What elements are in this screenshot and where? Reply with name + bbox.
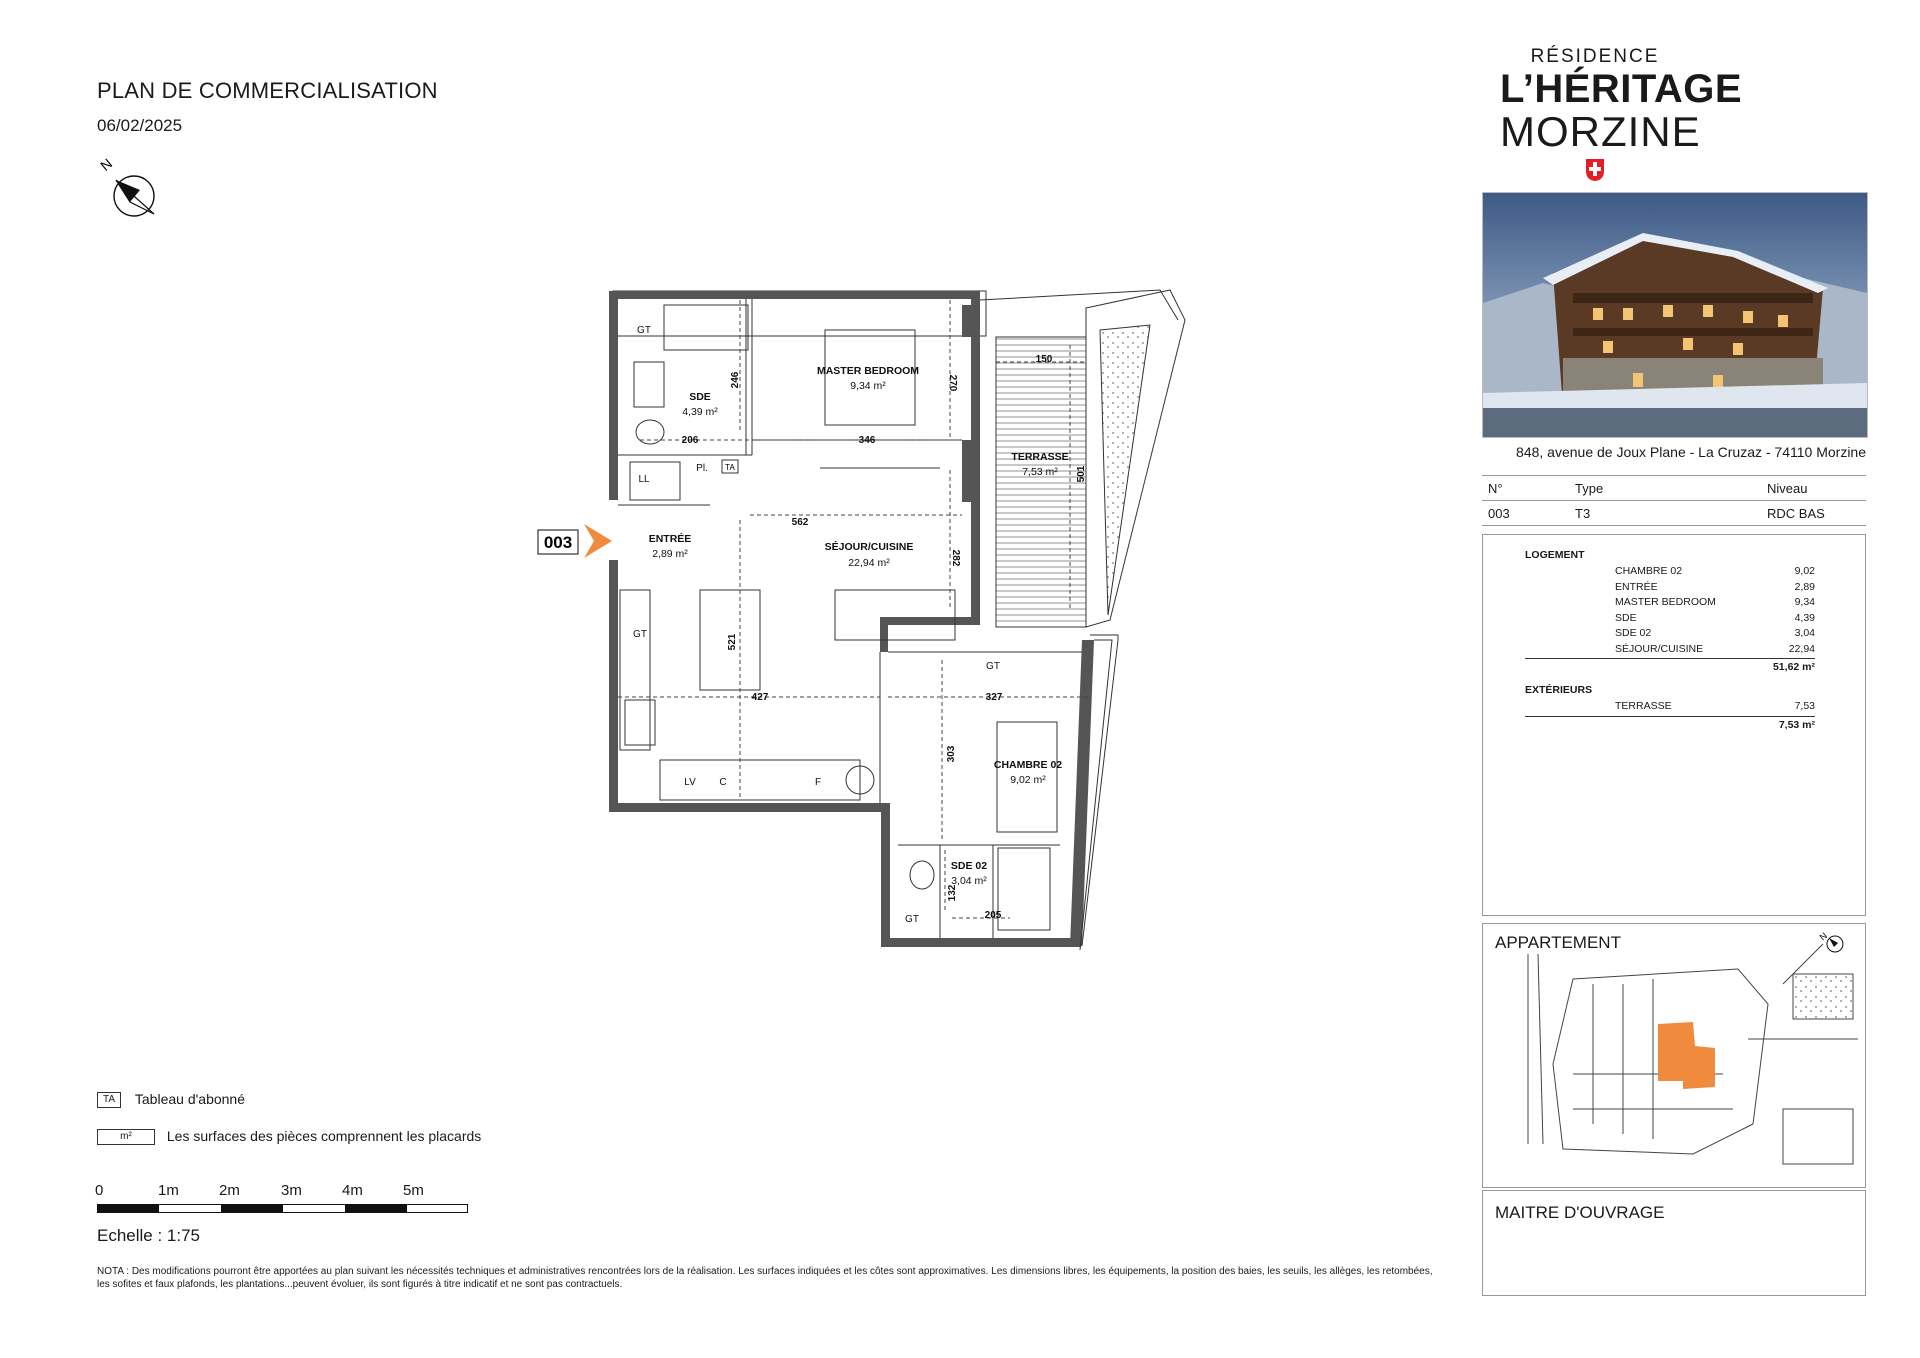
room-sde02-area: 3,04 m² [951, 875, 987, 887]
room-entree-name: ENTRÉE [648, 533, 692, 545]
unit-info-table [1482, 475, 1866, 526]
exterieurs-title: EXTÉRIEURS [1525, 684, 1593, 696]
disclaimer-note: NOTA : Des modifications pourront être apportées au plan suivant les nécessités techniques et administratives rencontrées lors de la réalisation. Les surfaces indiquées et les côtes sont approximatives. Les dimensions libres, les équipements, la position des baies, les seuils, les allèges, les retombées, les sofites et faux plafonds, les plantations...peuvent évoluer, ils sont figurés à titre indicatif et ne sont pas contractuels. [97, 1266, 1433, 1290]
unit-number: 003 [543, 533, 573, 552]
dim-label: 303 [946, 745, 957, 763]
equipment-code: GT [633, 629, 647, 640]
ta-code: TA [725, 463, 735, 472]
brand-logo [1500, 46, 1743, 187]
info-header-number: N° [1482, 476, 1569, 501]
surface-row: TERRASSE 7,53 [1615, 700, 1815, 712]
info-header-level: Niveau [1761, 476, 1866, 501]
scale-label: 4m [342, 1182, 363, 1199]
room-chambre02-area: 9,02 m² [1010, 774, 1046, 786]
info-value-type: T3 [1569, 501, 1761, 526]
key-plan [1483, 924, 1865, 1187]
floor-plan [0, 0, 1200, 980]
surface-row: SÉJOUR/CUISINE 22,94 [1615, 642, 1815, 655]
address: 848, avenue de Joux Plane - La Cruzaz - 74110 Morzine [1516, 444, 1866, 460]
room-terrasse-area: 7,53 m² [1022, 466, 1058, 478]
dim-label: 132 [947, 884, 958, 902]
page-title: PLAN DE COMMERCIALISATION [97, 78, 438, 103]
surfaces-panel [1482, 534, 1866, 916]
legend-ta-text: Tableau d'abonné [134, 1091, 245, 1107]
info-header-type: Type [1569, 476, 1761, 501]
equipment-code: C [719, 777, 727, 788]
surface-row: ENTRÉE 2,89 [1615, 580, 1815, 593]
dim-label: 346 [858, 435, 876, 446]
maitre-ouvrage-panel [1482, 1190, 1866, 1296]
dim-label: 501 [1076, 465, 1087, 483]
brand-line3: MORZINE [1500, 108, 1701, 155]
room-entree-area: 2,89 m² [652, 548, 688, 560]
entry-arrow-icon [584, 524, 612, 558]
dim-label: 427 [751, 692, 769, 703]
room-sejour-area: 22,94 m² [848, 557, 890, 569]
scale-label: 2m [219, 1182, 240, 1199]
building-photo [1482, 192, 1868, 438]
keyplan-compass-icon [1818, 931, 1843, 952]
room-sejour-name: SÉJOUR/CUISINE [824, 541, 914, 553]
equipment-code: LL [638, 474, 650, 485]
scale-bar [97, 1182, 477, 1222]
dim-label: 246 [730, 371, 741, 389]
brand-line2: L’HÉRITAGE [1500, 67, 1743, 111]
svg-text:N: N [1817, 930, 1830, 943]
scale-label: 5m [403, 1182, 424, 1199]
legend-ta-code: TA [97, 1092, 121, 1108]
scale-text: Echelle : 1:75 [97, 1226, 201, 1245]
equipment-code: LV [684, 777, 696, 788]
room-sde02-name: SDE 02 [950, 860, 988, 872]
surface-row: SDE 4,39 [1615, 611, 1815, 624]
equipment-code: F [814, 777, 822, 788]
north-label: N [97, 155, 116, 174]
info-value-number: 003 [1482, 501, 1569, 526]
legend-ta [97, 1091, 245, 1108]
room-sde-name: SDE [689, 391, 711, 403]
legend-m2 [97, 1128, 481, 1145]
room-chambre02-name: CHAMBRE 02 [993, 759, 1063, 771]
info-value-level: RDC BAS [1761, 501, 1866, 526]
equipment-code: GT [637, 325, 651, 336]
legend-m2-text: Les surfaces des pièces comprennent les placards [166, 1128, 482, 1144]
brand-line1: RÉSIDENCE [1530, 46, 1660, 67]
equipment-code: GT [986, 661, 1000, 672]
surface-row: MASTER BEDROOM 9,34 [1615, 596, 1815, 608]
legend-m2-code: m² [97, 1129, 155, 1145]
room-master-name: MASTER BEDROOM [816, 365, 920, 377]
logement-total: 51,62 m² [1525, 658, 1815, 678]
dim-label: 270 [947, 374, 958, 392]
dim-label: 206 [681, 435, 699, 446]
surface-row: SDE 02 3,04 [1615, 627, 1815, 639]
dim-label: 521 [727, 633, 738, 651]
room-terrasse-name: TERRASSE [1011, 451, 1069, 463]
dim-label: 282 [950, 549, 961, 567]
equipment-code: GT [905, 914, 919, 925]
equipment-code: Pl. [696, 463, 708, 474]
scale-label: 3m [281, 1182, 302, 1199]
room-master-area: 9,34 m² [850, 380, 886, 392]
logement-title: LOGEMENT [1525, 549, 1585, 561]
plan-date: 06/02/2025 [97, 116, 183, 135]
appartement-panel [1482, 923, 1866, 1188]
dim-label: 205 [984, 910, 1002, 921]
dim-label: 150 [1035, 354, 1053, 365]
room-sde-area: 4,39 m² [682, 406, 718, 418]
surface-row: CHAMBRE 02 9,02 [1615, 565, 1815, 577]
savoie-shield-icon [1585, 158, 1605, 182]
scale-label: 1m [158, 1182, 179, 1199]
maitre-ouvrage-label: MAITRE D'OUVRAGE [1495, 1203, 1665, 1222]
appartement-label: APPARTEMENT [1495, 933, 1621, 952]
scale-label: 0 [95, 1182, 104, 1199]
exterieurs-total: 7,53 m² [1525, 716, 1815, 736]
dim-label: 327 [985, 692, 1003, 703]
dim-label: 562 [791, 517, 809, 528]
